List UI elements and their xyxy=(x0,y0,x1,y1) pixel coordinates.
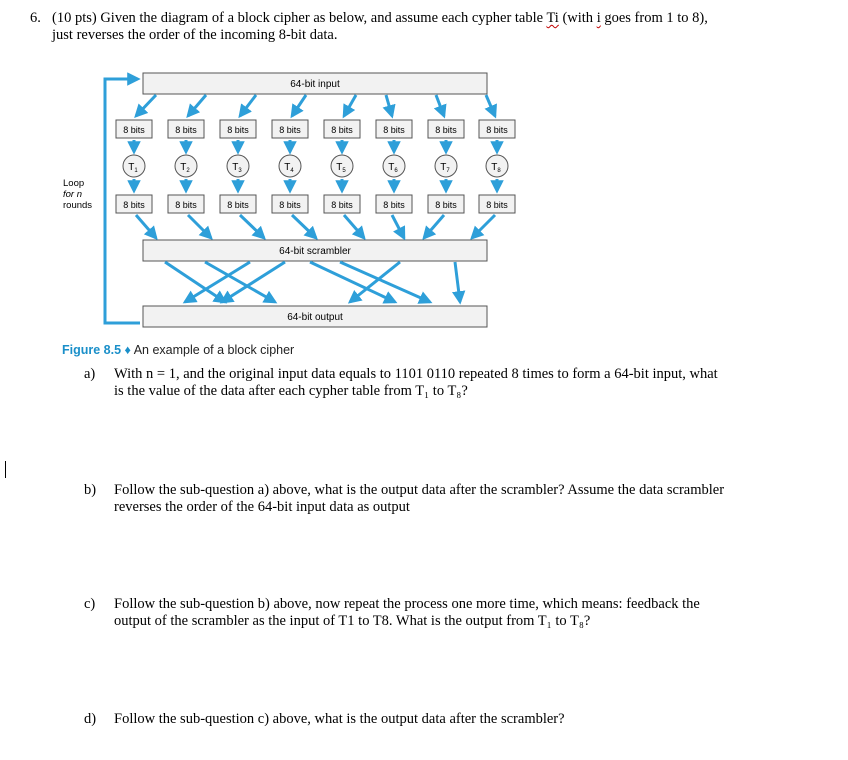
cipher-column xyxy=(272,95,316,238)
cipher-table-subscript: 3 xyxy=(238,168,242,174)
cipher-table-subscript: 8 xyxy=(497,168,501,174)
subquestion-line: is the value of the data after each cypher table from T₁ to T₈? xyxy=(114,383,468,399)
cipher-table-base: T xyxy=(440,162,447,173)
cipher-column xyxy=(424,95,464,238)
chunk-label-top: 8 bits xyxy=(486,125,508,135)
cipher-table-base: T xyxy=(284,162,291,173)
question-line-2: just reverses the order of the incoming 8-bit data. xyxy=(52,27,338,43)
loop-label-line-2: for n xyxy=(63,189,83,200)
scrambler-output-arrow xyxy=(222,262,285,302)
scrambler-input-arrow xyxy=(472,215,495,238)
cipher-table-base: T xyxy=(180,162,187,173)
chunk-label-top: 8 bits xyxy=(227,125,249,135)
question-line-1-part-a: (10 pts) Given the diagram of a block cipher as below, and assume each cypher table xyxy=(52,10,547,26)
input-label: 64-bit input xyxy=(290,79,340,90)
chunk-label-bottom: 8 bits xyxy=(227,200,249,210)
subquestion-label: c) xyxy=(84,596,96,612)
input-split-arrow xyxy=(486,95,495,116)
subquestion-line: Follow the sub-question c) above, what is the output data after the scrambler? xyxy=(114,711,565,727)
subquestion-label: a) xyxy=(84,366,96,382)
chunk-label-bottom: 8 bits xyxy=(123,200,145,210)
subquestion-line: With n = 1, and the original input data equals to 1101 0110 repeated 8 times to form a 64-bit input, what xyxy=(114,366,718,382)
ti-token: Ti xyxy=(546,10,559,26)
i-token: i xyxy=(596,10,601,26)
chunk-label-top: 8 bits xyxy=(383,125,405,135)
input-split-arrow xyxy=(386,95,392,116)
cipher-column xyxy=(324,95,364,238)
question-number: 6. xyxy=(30,10,41,26)
input-split-arrow xyxy=(292,95,306,116)
input-split-arrow xyxy=(188,95,206,116)
input-split-arrow xyxy=(240,95,256,116)
input-split-arrow xyxy=(436,95,444,116)
cipher-table-subscript: 6 xyxy=(394,168,398,174)
chunk-label-top: 8 bits xyxy=(123,125,145,135)
chunk-label-bottom: 8 bits xyxy=(279,200,301,210)
chunk-label-bottom: 8 bits xyxy=(175,200,197,210)
scrambler-output-arrow xyxy=(350,262,400,302)
chunk-label-bottom: 8 bits xyxy=(486,200,508,210)
chunk-label-top: 8 bits xyxy=(175,125,197,135)
cipher-table-subscript: 7 xyxy=(446,168,450,174)
chunk-label-bottom: 8 bits xyxy=(383,200,405,210)
subquestion-line: output of the scrambler as the input of T1 to T8. What is the output from T₁ to T₈? xyxy=(114,613,591,629)
loop-label-line-1: Loop xyxy=(63,178,85,189)
question-line-1-part-b: (with xyxy=(558,10,597,26)
input-split-arrow xyxy=(136,95,156,116)
scrambler-output-arrow xyxy=(455,262,460,302)
cipher-column xyxy=(376,95,412,238)
cipher-column xyxy=(116,95,156,238)
cipher-table-base: T xyxy=(388,162,395,173)
loop-label-line-3: rounds xyxy=(63,200,93,211)
figure-caption xyxy=(62,343,294,357)
scrambler-input-arrow xyxy=(292,215,316,238)
cipher-table-base: T xyxy=(128,162,135,173)
caption-text: An example of a block cipher xyxy=(133,343,295,357)
cipher-table-base: T xyxy=(232,162,239,173)
cipher-table-base: T xyxy=(336,162,343,173)
subquestion-label: b) xyxy=(84,482,97,498)
subquestion-line: reverses the order of the 64-bit input data as output xyxy=(114,499,410,515)
cipher-table-subscript: 5 xyxy=(342,168,346,174)
subquestion-label: d) xyxy=(84,711,97,727)
question-line-1-part-c: goes from 1 to 8), xyxy=(600,10,708,26)
scrambler-input-arrow xyxy=(392,215,404,238)
chunk-label-top: 8 bits xyxy=(331,125,353,135)
text-cursor xyxy=(5,461,6,478)
scrambler-input-arrow xyxy=(344,215,364,238)
cipher-column xyxy=(168,95,211,238)
cipher-column xyxy=(472,95,515,238)
cipher-table-subscript: 4 xyxy=(290,168,294,174)
scrambler-input-arrow xyxy=(240,215,264,238)
scrambler-label: 64-bit scrambler xyxy=(279,246,351,257)
chunk-label-top: 8 bits xyxy=(435,125,457,135)
diamond-icon: ♦ xyxy=(124,343,131,357)
subquestion-line: Follow the sub-question a) above, what is the output data after the scrambler? Assume the data scrambler xyxy=(114,482,725,498)
input-split-arrow xyxy=(344,95,356,116)
cipher-table-subscript: 1 xyxy=(134,168,138,174)
scrambler-input-arrow xyxy=(136,215,156,238)
subquestion-line: Follow the sub-question b) above, now repeat the process one more time, which means: feedback the xyxy=(114,596,700,612)
chunk-label-bottom: 8 bits xyxy=(435,200,457,210)
output-label: 64-bit output xyxy=(287,312,343,323)
scrambler-input-arrow xyxy=(424,215,444,238)
cipher-table-base: T xyxy=(491,162,498,173)
cipher-table-subscript: 2 xyxy=(186,168,190,174)
chunk-label-bottom: 8 bits xyxy=(331,200,353,210)
scrambler-input-arrow xyxy=(188,215,211,238)
cipher-column xyxy=(220,95,264,238)
chunk-label-top: 8 bits xyxy=(279,125,301,135)
figure-number: Figure 8.5 xyxy=(62,343,122,357)
